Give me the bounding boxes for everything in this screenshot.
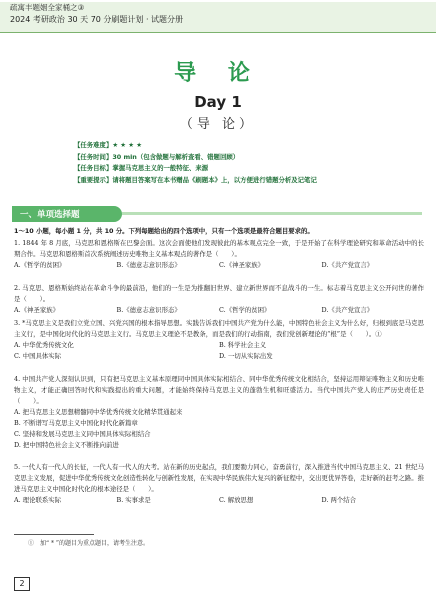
section-title: 一、单项选择题	[20, 210, 80, 220]
task-box	[74, 140, 358, 186]
task-difficulty: 【任务难度】★ ★ ★ ★	[74, 141, 142, 149]
option-a: A. 把马克思主义思想精髓同中华优秀传统文化精华贯通起来	[14, 408, 183, 416]
option-d: D.《共产党宣言》	[321, 261, 374, 269]
option-b: B.《德意志意识形态》	[116, 261, 181, 269]
page-header	[0, 0, 436, 36]
day-label: Day 1	[194, 93, 242, 111]
task-time: 【任务时间】30 min（包含做题与解析查看、错题回顾）	[74, 152, 240, 161]
option-c: C. 中国具体实际	[14, 352, 62, 360]
header-rule	[0, 32, 436, 33]
option-a: A.《神圣家族》	[14, 306, 59, 314]
option-b: B. 实事求是	[116, 496, 151, 504]
question-5	[14, 462, 424, 506]
question-stem: 4. 中国共产党人深刻认识到，只有把马克思主义基本原理同中国具体实际相结合、同中华优秀传统文化相结合，坚持运用辩证唯物主义和历史唯物主义，才能正确回答时代和实践提出的重大问题，才能始终保持马克思主义的蓬勃生机和旺盛活力。当代中国共产党人的庄严历史责任是（ ）。	[14, 375, 424, 405]
option-c: C. 坚持和发展马克思主义同中国具体实际相结合	[14, 430, 151, 438]
section-instructions: 1～10 小题，每小题 1 分，共 10 分。下列每题给出的四个选项中，只有一个选项是最符合题目要求的。	[14, 227, 314, 235]
option-b: B. 科学社会主义	[219, 341, 267, 349]
chapter-title: 导 论	[174, 61, 262, 86]
question-1	[14, 238, 424, 271]
task-tip: 【重要提示】请将题目答案写在本书赠品《刷题本》上，以方便进行错题分析及记笔记	[74, 175, 317, 184]
option-d: D. 两个结合	[321, 496, 357, 504]
option-d: D.《共产党宣言》	[321, 306, 374, 314]
series-name: 疏寓丰题姻全家桶之③	[10, 3, 85, 12]
option-d: D. 一切从实际出发	[219, 352, 273, 360]
option-a: A. 理论联系实际	[14, 496, 62, 504]
question-3	[14, 318, 424, 362]
option-b: B. 不断谱写马克思主义中国化时代化新篇章	[14, 419, 138, 427]
option-c: C. 解放思想	[219, 496, 254, 504]
option-b: B.《德意志意识形态》	[116, 306, 181, 314]
question-stem: 1. 1844 年 8 月底，马克思和恩格斯在巴黎会面。这次会面使他们发现彼此的基本观点完全一致，于是开始了在科学理论研究和革命活动中的长期合作。马克思和恩格斯首次系统阐述历史唯物主义基本观点的著作是（ ）。	[14, 239, 424, 258]
page-number: 2	[14, 577, 30, 591]
option-c: C.《神圣家族》	[219, 261, 265, 269]
book-title: 2024 考研政治 30 天 70 分刷题计划 · 试题分册	[10, 15, 184, 24]
question-stem: 5. 一代人有一代人的长征，一代人有一代人的大考。站在新的历史起点，我们要勠力同心，奋勇前行，深入推进当代中国马克思主义、21 世纪马克思主义发展，促进中华优秀传统文化创造性转化与创新性发展，在实现中华民族伟大复兴的新征程中，交出更优异答卷，走好新的赶考之路。推进马克思主义中国化时代化的根本途径是（ ）。	[14, 463, 424, 493]
question-stem: 2. 马克思、恩格斯始终站在革命斗争的最前沿，他们的一生是为推翻旧世界、建立新世界而不息战斗的一生。标志着马克思主义公开问世的著作是（ ）。	[14, 284, 424, 303]
option-d: D. 把中国特色社会主义不断推向前进	[14, 441, 119, 449]
task-goal: 【任务目标】掌握马克思主义的一般特征、来源	[74, 164, 209, 172]
option-a: A. 中华优秀传统文化	[14, 341, 74, 349]
footnote: ① 加“ * ”的题目为重点题目，请考生注意。	[28, 540, 149, 547]
question-stem: 3. *马克思主义是我们立党立国、兴党兴国的根本指导思想。实践告诉我们中国共产党为什么能，中国特色社会主义为什么好，归根到底是马克思主义行，是中国化时代化的马克思主义行。马克思主义理论不是教条，而是我们的行动指南，我们党创新理论的“根”是（ ）。①	[14, 319, 424, 338]
footnote-rule	[14, 534, 94, 535]
option-c: C.《哲学的贫困》	[219, 306, 271, 314]
question-2	[14, 283, 424, 316]
option-a: A.《哲学的贫困》	[14, 261, 66, 269]
chapter-subtitle: （导 论）	[179, 117, 257, 132]
question-4	[14, 374, 424, 451]
